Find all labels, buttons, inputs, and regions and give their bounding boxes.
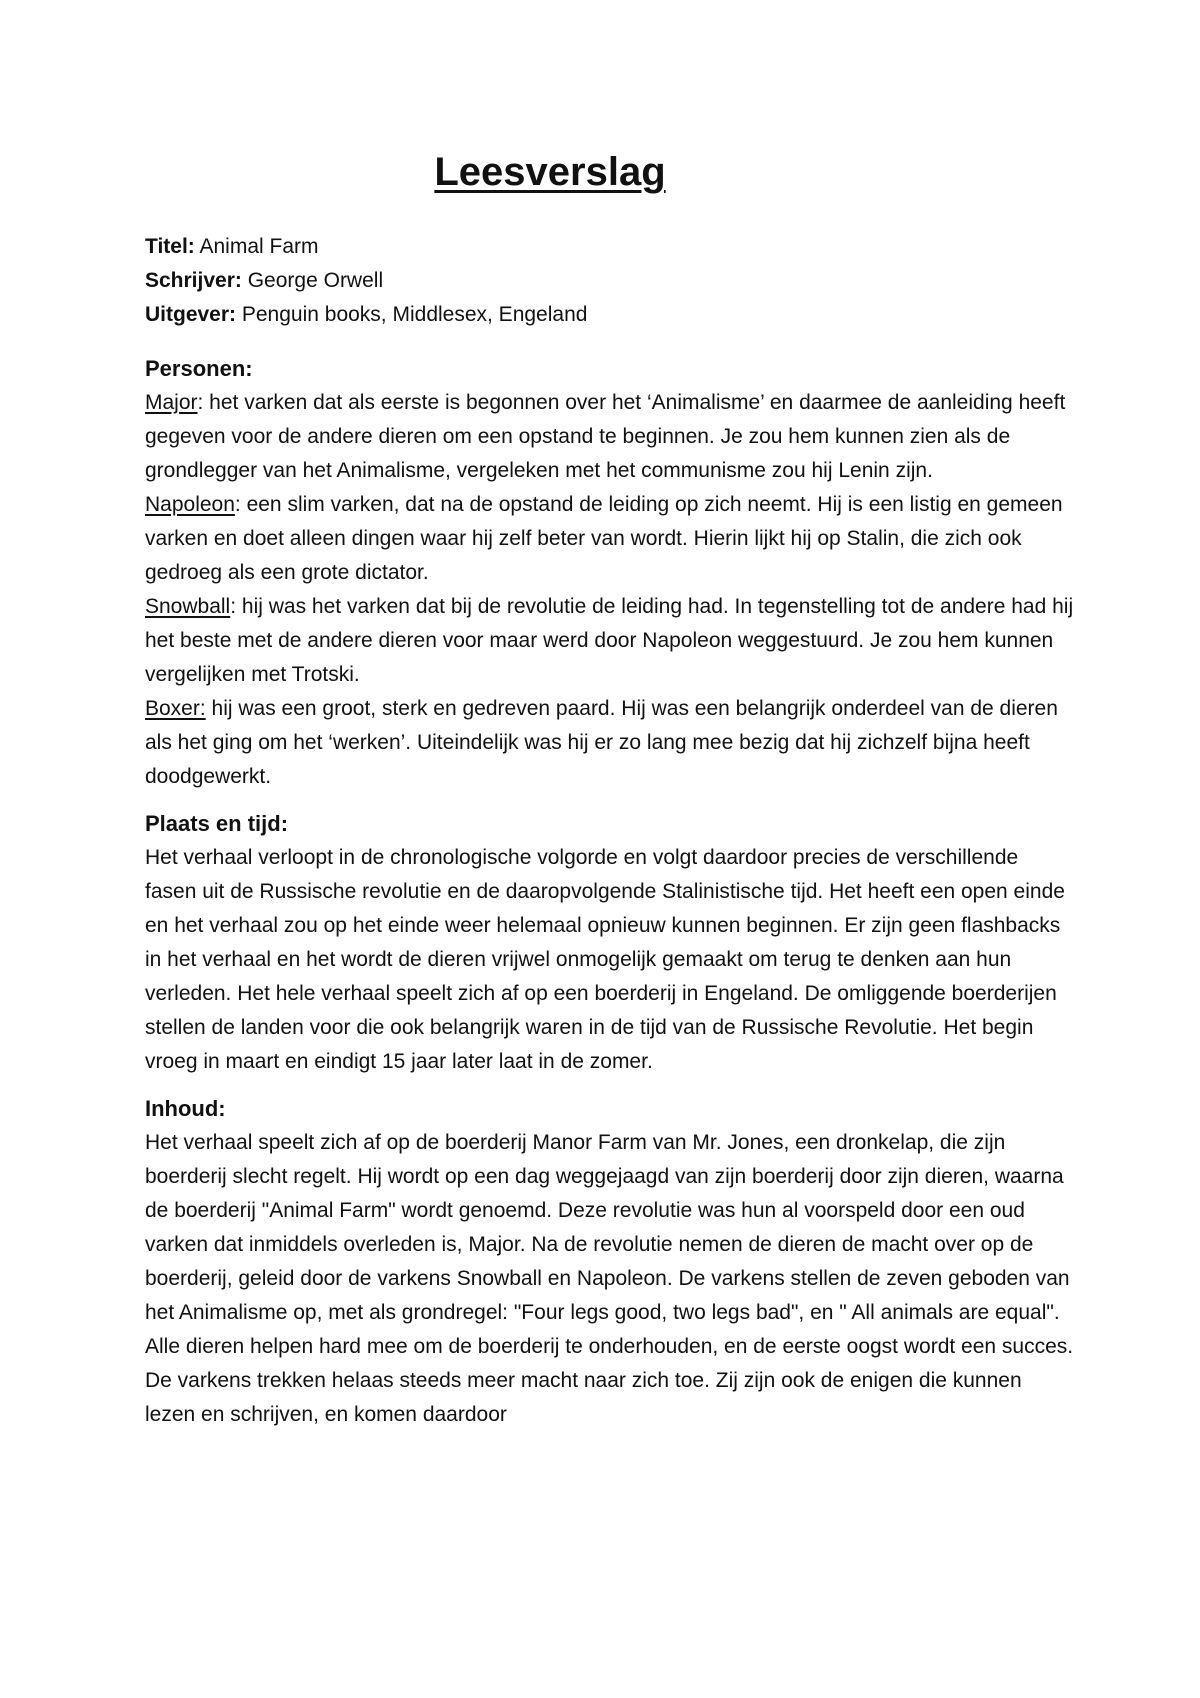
person-name-boxer: Boxer: [145,697,206,720]
meta-title-value: Animal Farm [194,235,319,258]
inhoud-paragraph: Het verhaal speelt zich af op de boerderij Manor Farm van Mr. Jones, een dronkelap, die zijn boerderij slecht regelt. Hij wordt op een dag weggejaagd van zijn boerderij door zijn dieren, waarna de boerderij "Animal Farm" wordt genoemd. Deze revolutie was hun al voorspeld door een oud varken dat inmiddels overleden is, Major. Na de revolutie nemen de dieren de macht over op de boerderij, geleid door de varkens Snowball en Napoleon. De varkens stellen de zeven geboden van het Animalisme op, met als grondregel: "Four legs good, two legs bad", en " All animals are equal". Alle dieren helpen hard mee om de boerderij te onderhouden, en de eerste oogst wordt een succes. De varkens trekken helaas steeds meer macht naar zich toe. Zij zijn ook de enigen die kunnen lezen en schrijven, en komen daardoor [145,1131,1074,1426]
section-heading-personen: Personen: [145,356,253,381]
person-description-napoleon: : een slim varken, dat na de opstand de leiding op zich neemt. Hij is een listig en gemeen varken en doet alleen dingen waar hij zelf beter van wordt. Hierin lijkt hij op Stalin, die zich ook gedroeg als een grote dictator. [145,493,1063,584]
plaats-en-tijd-paragraph: Het verhaal verloopt in de chronologische volgorde en volgt daardoor precies de verschillende fasen uit de Russische revolutie en de daaropvolgende Stalinistische tijd. Het heeft een open einde en het verhaal zou op het einde weer helemaal opnieuw kunnen beginnen. Er zijn geen flashbacks in het verhaal en het wordt de dieren vrijwel onmogelijk gemaakt om terug te denken aan hun verleden. Het hele verhaal speelt zich af op een boerderij in Engeland. De omliggende boerderijen stellen de landen voor die ook belangrijk waren in de tijd van de Russische Revolutie. Het begin vroeg in maart en eindigt 15 jaar later laat in de zomer. [145,846,1065,1073]
meta-publisher-label: Uitgever: [145,303,237,326]
document-title: Leesverslag [434,150,666,194]
meta-publisher-line [145,298,1075,332]
meta-author-label: Schrijver: [145,269,242,292]
person-description-major: : het varken dat als eerste is begonnen over het ‘Animalisme’ en daarmee de aanleiding heeft gegeven voor de andere dieren om een opstand te beginnen. Je zou hem kunnen zien als de grondlegger van het Animalisme, vergeleken met het communisme zou hij Lenin zijn. [145,391,1066,482]
person-description-boxer: hij was een groot, sterk en gedreven paard. Hij was een belangrijk onderdeel van de dieren als het ging om het ‘werken’. Uiteindelijk was hij er zo lang mee bezig dat hij zichzelf bijna heeft doodgewerkt. [145,697,1058,788]
person-name-snowball: Snowball [145,595,231,618]
person-name-napoleon: Napoleon [145,493,235,516]
person-name-major: Major [145,391,198,414]
person-description-snowball: : hij was het varken dat bij de revolutie de leiding had. In tegenstelling tot de andere had hij het beste met de andere dieren voor maar werd door Napoleon weggestuurd. Je zou hem kunnen vergelijken met Trotski. [145,595,1074,686]
person-entry-napoleon [145,488,1075,590]
meta-author-value: George Orwell [241,269,384,292]
meta-author-line [145,264,1075,298]
section-heading-inhoud: Inhoud: [145,1096,226,1121]
meta-title-label: Titel: [145,235,195,258]
person-entry-snowball [145,590,1075,692]
meta-publisher-value: Penguin books, Middlesex, Engeland [236,303,588,326]
book-metadata [145,230,1075,332]
meta-title-line [145,230,1075,264]
person-entry-major [145,386,1075,488]
personen-list [145,386,1075,794]
section-heading-plaats-en-tijd: Plaats en tijd: [145,811,289,836]
document-body [145,230,1075,1432]
person-entry-boxer [145,692,1075,794]
